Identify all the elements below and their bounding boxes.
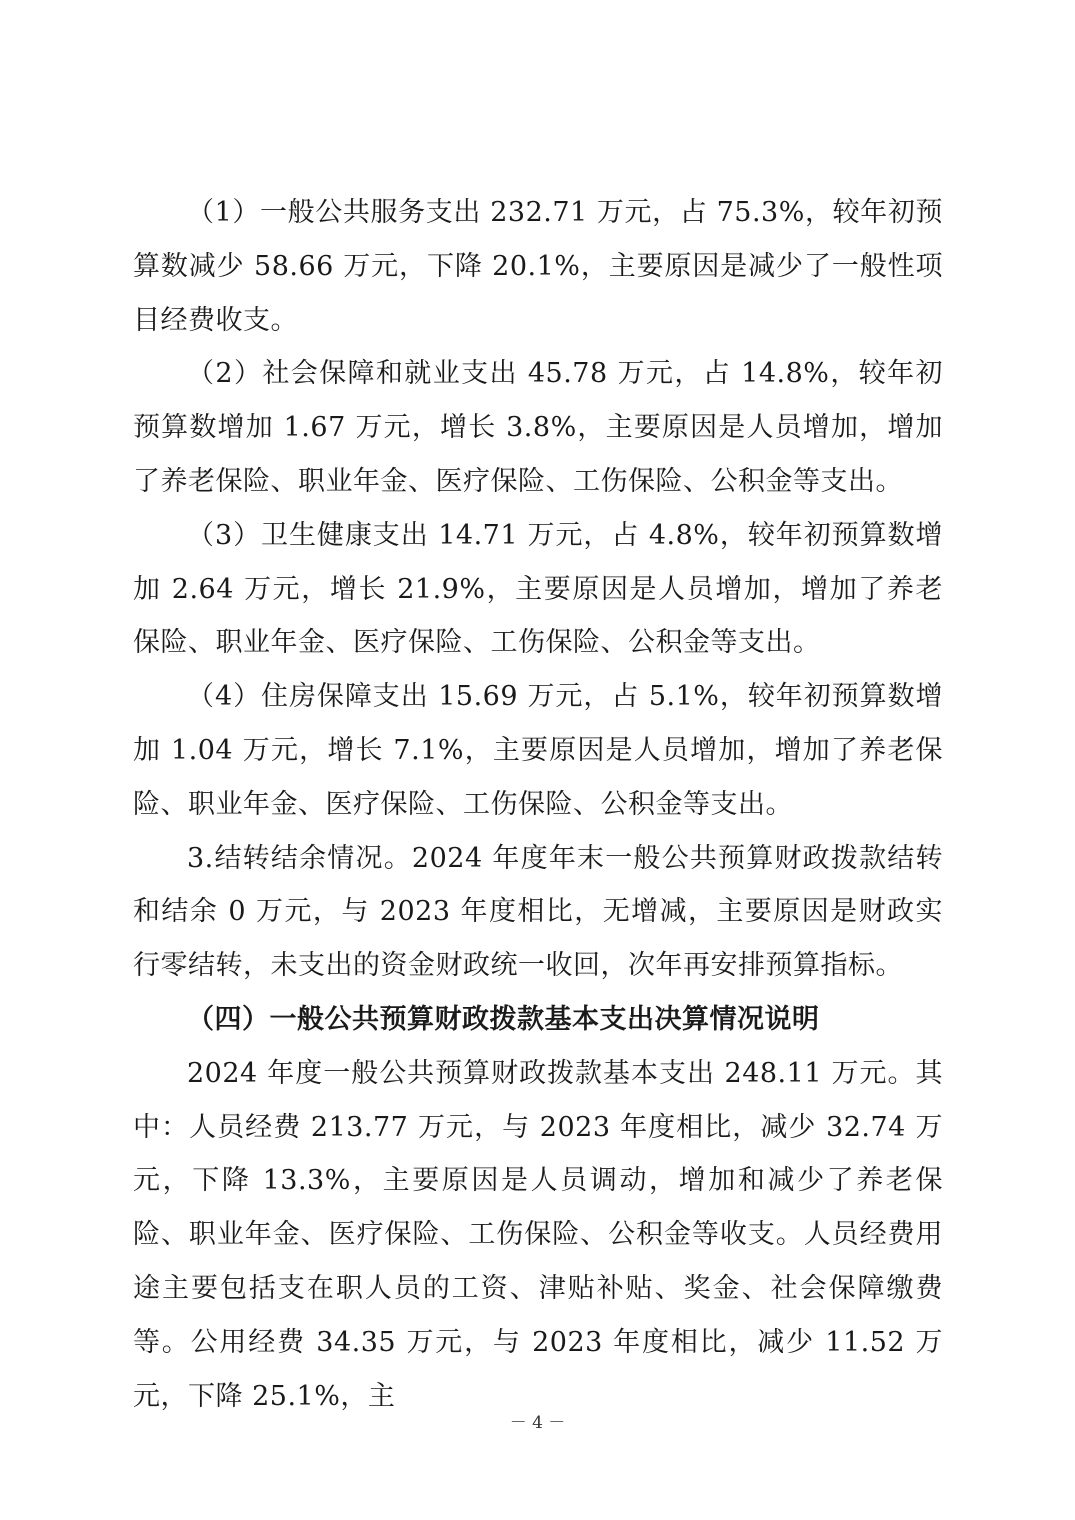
page-number: － 4 － <box>509 1413 566 1433</box>
paragraph-general-public-services: （1）一般公共服务支出 232.71 万元，占 75.3%，较年初预算数减少 58.66 万元，下降 20.1%，主要原因是减少了一般性项目经费收支。 <box>133 197 943 336</box>
paragraph-health: （3）卫生健康支出 14.71 万元，占 4.8%，较年初预算数增加 2.64 万元，增长 21.9%，主要原因是人员增加，增加了养老保险、职业年金、医疗保险、工伤保险、公积金等支出。 <box>133 519 943 659</box>
document-body <box>133 186 943 1423</box>
paragraph-social-security: （2）社会保障和就业支出 45.78 万元，占 14.8%，较年初预算数增加 1.67 万元，增长 3.8%，主要原因是人员增加，增加了养老保险、职业年金、医疗保险、工伤保险、公积金等支出。 <box>133 358 943 497</box>
section-heading-basic-expenditure: （四）一般公共预算财政拨款基本支出决算情况说明 <box>187 1003 820 1035</box>
paragraph-carryover-balance: 3.结转结余情况。2024 年度年末一般公共预算财政拨款结转和结余 0 万元，与 2023 年度相比，无增减，主要原因是财政实行零结转，未支出的资金财政统一收回，次年再安排预算指标。 <box>133 842 943 982</box>
paragraph-basic-expenditure: 2024 年度一般公共预算财政拨款基本支出 248.11 万元。其中：人员经费 213.77 万元，与 2023 年度相比，减少 32.74 万元，下降 13.3%，主要原因是人员调动，增加和减少了养老保险、职业年金、医疗保险、工伤保险、公积金等收支。人员经费用途主要包括支在职人员的工资、津贴补贴、奖金、社会保障缴费等。公用经费 34.35 万元，与 2023 年度相比，减少 11.52 万元，下降 25.1%，主 <box>133 1057 943 1412</box>
paragraph-housing: （4）住房保障支出 15.69 万元，占 5.1%，较年初预算数增加 1.04 万元，增长 7.1%，主要原因是人员增加，增加了养老保险、职业年金、医疗保险、工伤保险、公积金等支出。 <box>133 681 943 820</box>
